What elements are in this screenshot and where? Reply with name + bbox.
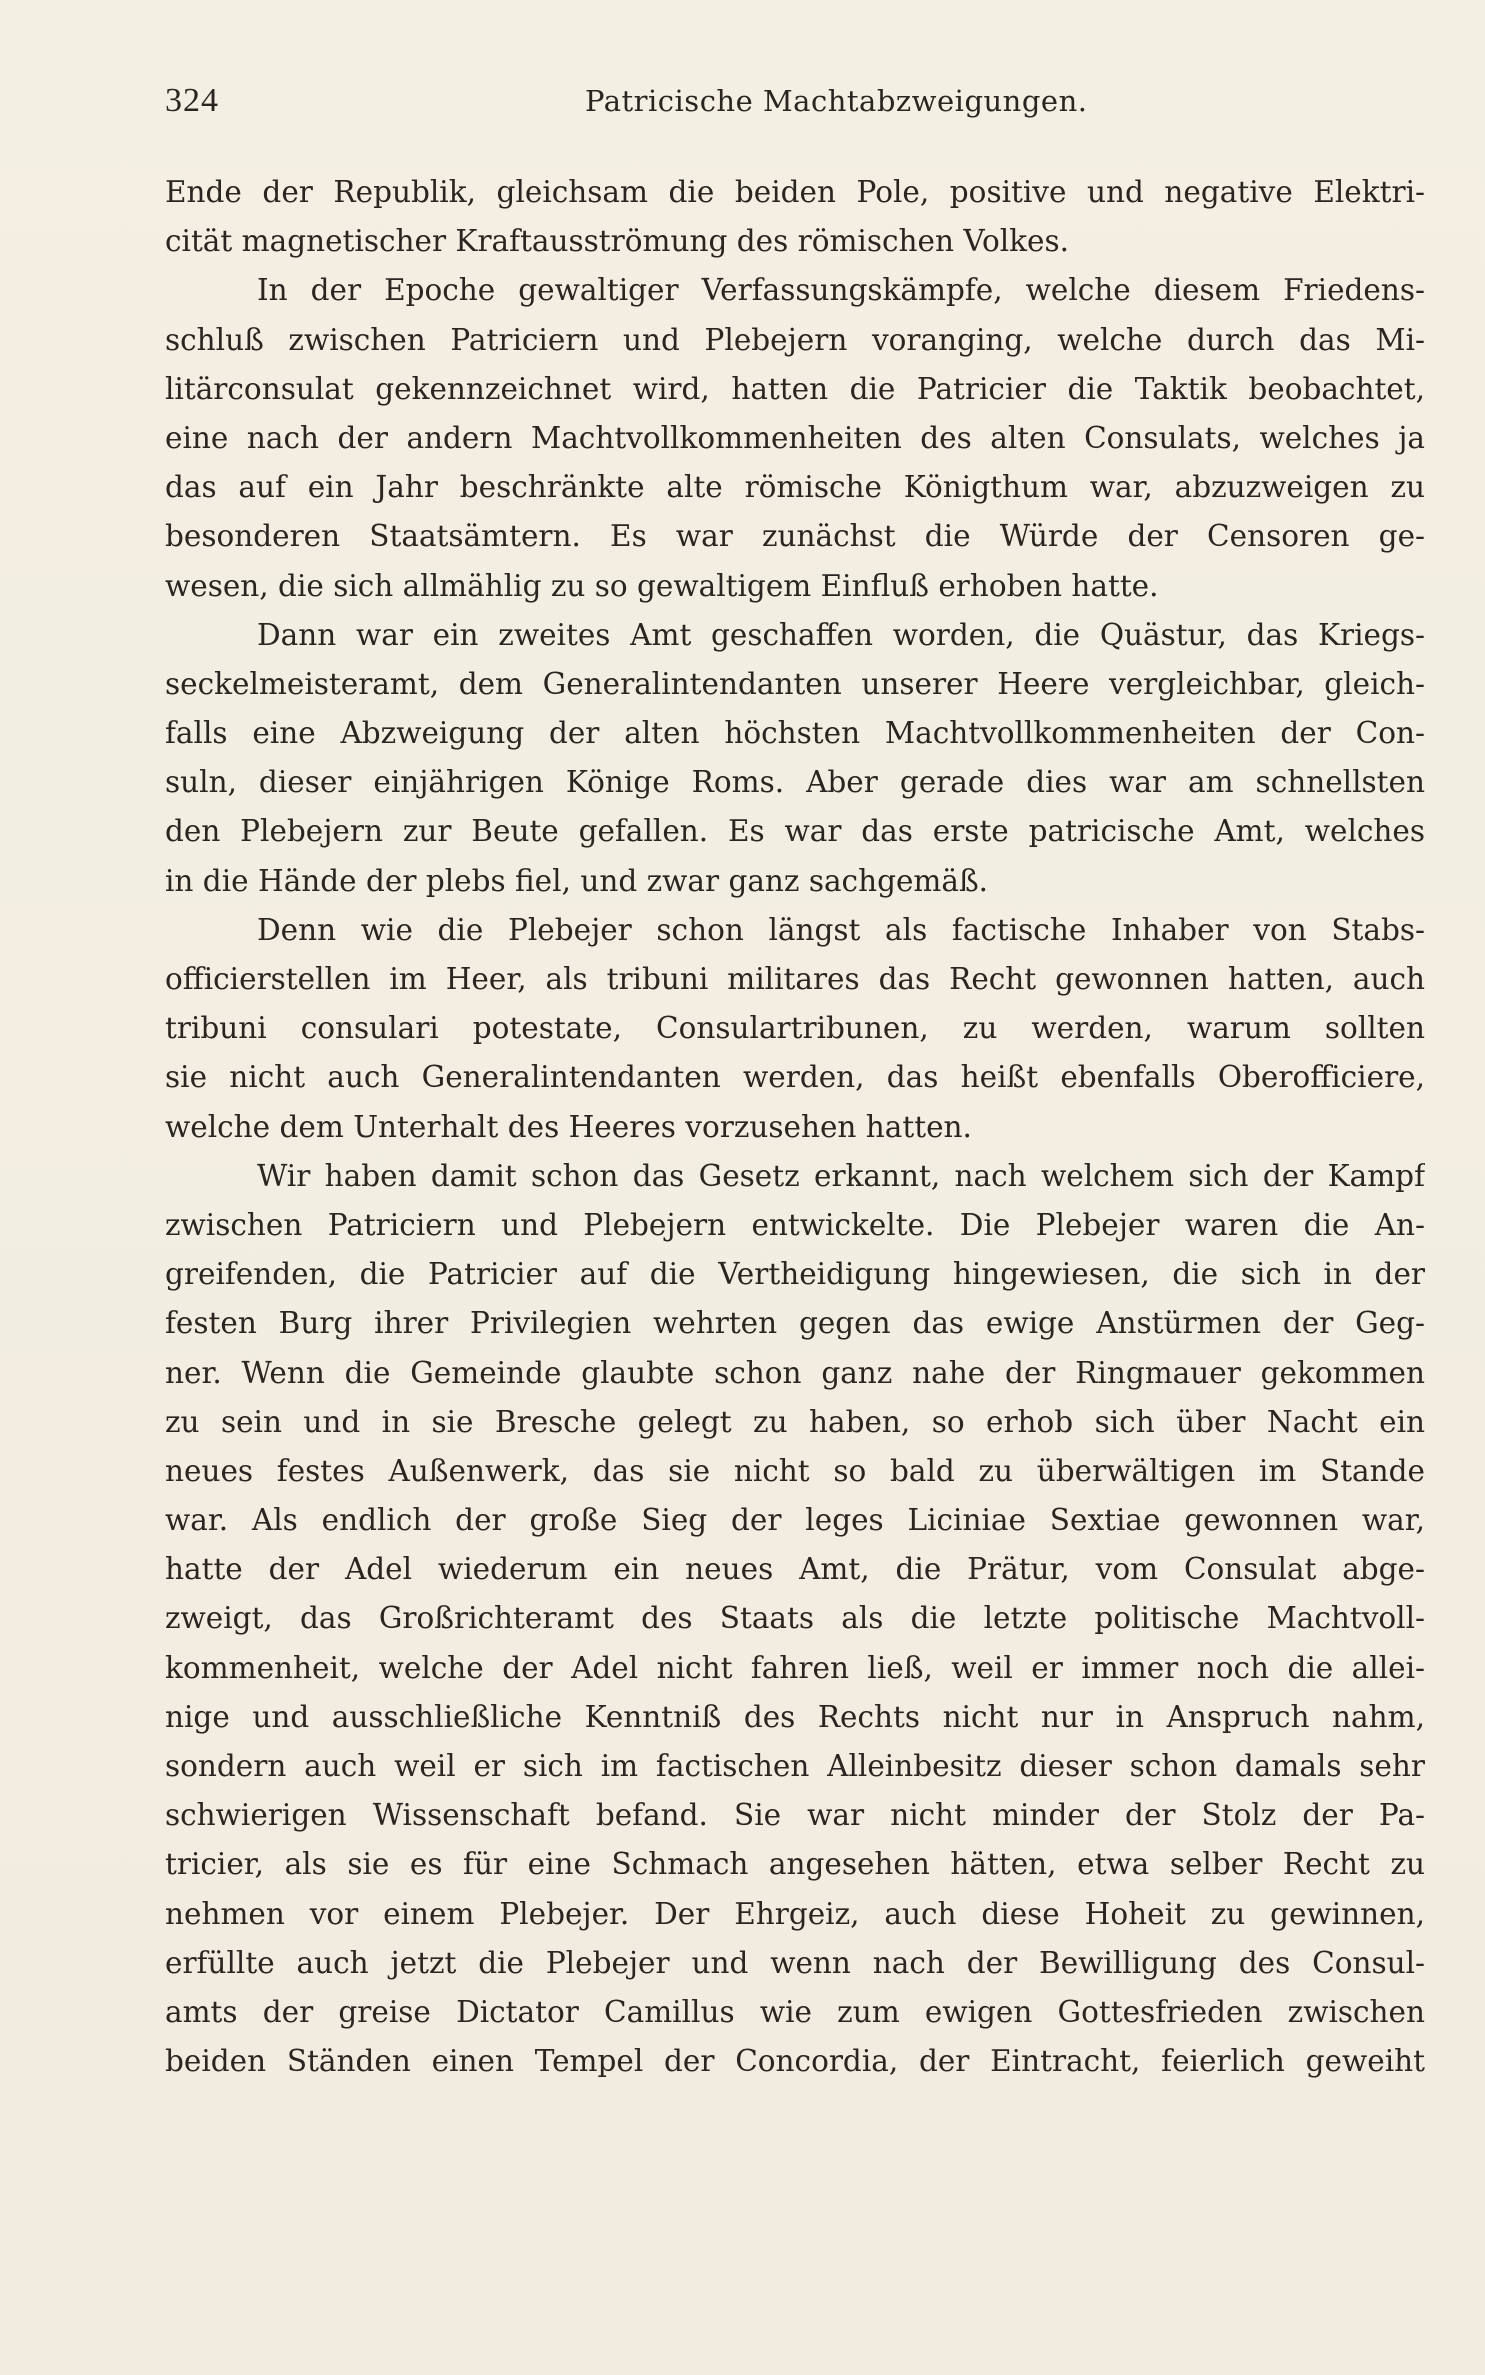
text-line: seckelmeisteramt, dem Generalintendanten unserer Heere vergleichbar, gleich- bbox=[165, 666, 1425, 701]
text-line: war. Als endlich der große Sieg der leges Liciniae Sextiae gewonnen war, bbox=[165, 1503, 1425, 1538]
text-line: zweigt, das Großrichteramt des Staats als die letzte politische Machtvoll- bbox=[165, 1601, 1425, 1636]
text-line: kommenheit, welche der Adel nicht fahren ließ, weil er immer noch die allei- bbox=[165, 1650, 1425, 1685]
text-line: beiden Ständen einen Tempel der Concordia, der Eintracht, feierlich geweiht bbox=[165, 2044, 1425, 2079]
text-line: amts der greise Dictator Camillus wie zum ewigen Gottesfrieden zwischen bbox=[165, 1994, 1425, 2029]
text-line: eine nach der andern Machtvollkommenheiten des alten Consulats, welches ja bbox=[165, 420, 1425, 455]
text-line: tricier, als sie es für eine Schmach angesehen hätten, etwa selber Recht zu bbox=[165, 1847, 1425, 1882]
text-line: neues festes Außenwerk, das sie nicht so bald zu überwältigen im Stande bbox=[165, 1453, 1425, 1488]
text-line: schluß zwischen Patriciern und Plebejern voranging, welche durch das Mi- bbox=[165, 322, 1425, 357]
text-line: festen Burg ihrer Privilegien wehrten gegen das ewige Anstürmen der Geg- bbox=[165, 1306, 1425, 1341]
text-line: welche dem Unterhalt des Heeres vorzusehen hatten. bbox=[165, 1109, 972, 1144]
text-line: zu sein und in sie Bresche gelegt zu haben, so erhob sich über Nacht ein bbox=[165, 1404, 1425, 1439]
text-line: den Plebejern zur Beute gefallen. Es war das erste patricische Amt, welches bbox=[165, 814, 1425, 849]
text-line: sondern auch weil er sich im factischen Alleinbesitz dieser schon damals sehr bbox=[165, 1749, 1425, 1783]
text-line: Wir haben damit schon das Gesetz erkannt, nach welchem sich der Kampf bbox=[257, 1158, 1425, 1193]
text-line: greifenden, die Patricier auf die Vertheidigung hingewiesen, die sich in der bbox=[165, 1257, 1425, 1292]
text-line: suln, dieser einjährigen Könige Roms. Aber gerade dies war am schnellsten bbox=[165, 765, 1425, 800]
text-line: schwierigen Wissenschaft befand. Sie war nicht minder der Stolz der Pa- bbox=[165, 1798, 1425, 1833]
text-line: hatte der Adel wiederum ein neues Amt, die Prätur, vom Consulat abge- bbox=[165, 1552, 1425, 1587]
text-line: besonderen Staatsämtern. Es war zunächst die Würde der Censoren ge- bbox=[165, 519, 1425, 554]
text-line: erfüllte auch jetzt die Plebejer und wenn nach der Bewilligung des Consul- bbox=[165, 1945, 1425, 1980]
text-line: ner. Wenn die Gemeinde glaubte schon ganz nahe der Ringmauer gekommen bbox=[165, 1355, 1425, 1390]
page-number: 324 bbox=[165, 82, 219, 119]
text-line: Denn wie die Plebejer schon längst als factische Inhaber von Stabs- bbox=[257, 912, 1425, 947]
text-line: wesen, die sich allmählig zu so gewaltigem Einfluß erhoben hatte. bbox=[165, 568, 1159, 603]
text-line: tribuni consulari potestate, Consulartribunen, zu werden, warum sollten bbox=[165, 1011, 1425, 1046]
page-header bbox=[165, 82, 1425, 130]
text-line: In der Epoche gewaltiger Verfassungskämpfe, welche diesem Friedens- bbox=[257, 273, 1425, 308]
text-line: das auf ein Jahr beschränkte alte römische Königthum war, abzuzweigen zu bbox=[165, 470, 1425, 505]
text-line: nehmen vor einem Plebejer. Der Ehrgeiz, auch diese Hoheit zu gewinnen, bbox=[165, 1896, 1425, 1931]
running-title: Patricische Machtabzweigungen. bbox=[585, 84, 1088, 118]
body-text bbox=[165, 168, 1425, 2086]
text-line: officierstellen im Heer, als tribuni militares das Recht gewonnen hatten, auch bbox=[165, 962, 1425, 996]
text-line: zwischen Patriciern und Plebejern entwickelte. Die Plebejer waren die An- bbox=[165, 1207, 1425, 1242]
text-line: cität magnetischer Kraftausströmung des römischen Volkes. bbox=[165, 224, 1069, 259]
text-line: Ende der Republik, gleichsam die beiden Pole, positive und negative Elektri- bbox=[165, 175, 1425, 209]
text-line: litärconsulat gekennzeichnet wird, hatten die Patricier die Taktik beobachtet, bbox=[165, 371, 1425, 406]
text-line: falls eine Abzweigung der alten höchsten Machtvollkommenheiten der Con- bbox=[165, 716, 1425, 751]
text-line: in die Hände der plebs fiel, und zwar ganz sachgemäß. bbox=[165, 863, 989, 898]
text-line: nige und ausschließliche Kenntniß des Rechts nicht nur in Anspruch nahm, bbox=[165, 1699, 1425, 1734]
text-line: Dann war ein zweites Amt geschaffen worden, die Quästur, das Kriegs- bbox=[257, 617, 1425, 652]
text-line: sie nicht auch Generalintendanten werden, das heißt ebenfalls Oberofficiere, bbox=[165, 1060, 1425, 1095]
